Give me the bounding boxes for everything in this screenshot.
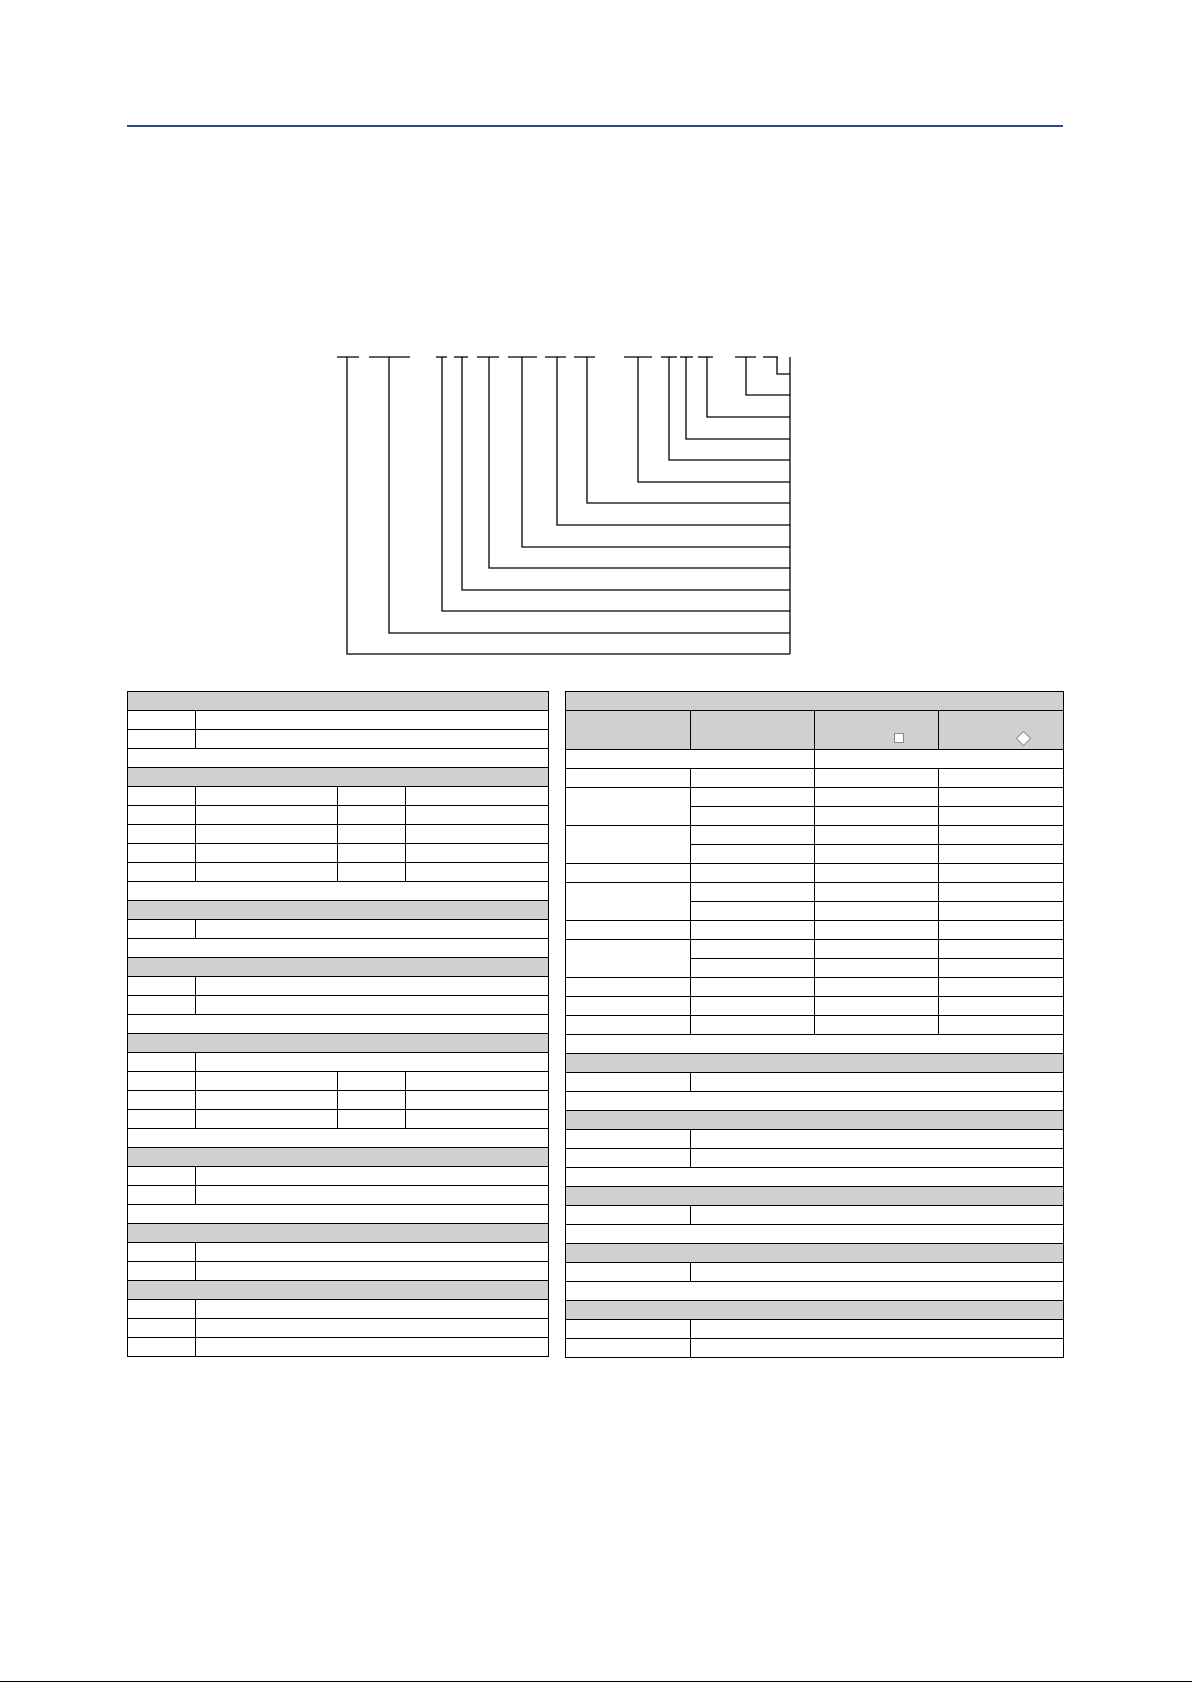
table-row [566,1149,1064,1168]
table-row [128,863,549,882]
code-leader-line [489,357,790,568]
table-row [128,1110,549,1129]
table-section-header [128,768,549,787]
table-row [128,730,549,749]
code-leader-line [686,357,790,439]
code-leader-line [347,357,790,654]
diamond-icon [1016,731,1032,747]
table-row [566,1206,1064,1225]
table-row [566,940,1064,959]
table-row [128,1300,549,1319]
table-note-row [128,1205,549,1224]
table-section-header [128,1034,549,1053]
table-row [566,1130,1064,1149]
header-rule [127,125,1063,127]
table-row [128,1319,549,1338]
code-leader-line [587,357,790,503]
table-section-header [128,1281,549,1300]
code-leader-line [389,357,790,633]
table-row [566,997,1064,1016]
table-row [566,826,1064,845]
table-row [566,883,1064,902]
table-section-header [128,692,549,711]
table-row [566,1073,1064,1092]
table-note-row [128,939,549,958]
table-note-row [566,1092,1064,1111]
code-leader-line [522,357,790,547]
table-row [128,806,549,825]
table-section-header [566,1187,1064,1206]
table-section-header [566,1054,1064,1073]
table-note-row [128,1015,549,1034]
table-row [128,1338,549,1357]
code-leader-line [442,357,790,611]
table-note-row [566,1282,1064,1301]
table-row [566,1263,1064,1282]
table-row [128,1091,549,1110]
code-leader-line [462,357,790,590]
footer-rule [0,1681,1192,1682]
table-note-row [566,1225,1064,1244]
table-section-header [566,1111,1064,1130]
table-note-row [566,1168,1064,1187]
left-spec-table [127,691,549,1357]
table-row [128,787,549,806]
table-row [566,788,1064,807]
table-row [128,977,549,996]
table-row [566,769,1064,788]
table-section-header [566,1244,1064,1263]
table-section-header [566,1301,1064,1320]
table-row [566,1320,1064,1339]
table-row [128,996,549,1015]
code-leader-line [746,357,790,395]
table-column-header [566,711,1064,750]
table-row [128,1053,549,1072]
right-spec-table [565,691,1064,1358]
table-row [128,844,549,863]
table-section-header [128,1224,549,1243]
table-row [128,920,549,939]
code-leader-line [669,357,790,460]
table-row [128,1243,549,1262]
table-row [566,978,1064,997]
table-row [566,864,1064,883]
table-row [128,711,549,730]
table-row [566,750,1064,769]
table-section-header [566,692,1064,711]
table-row [566,1016,1064,1035]
table-row [128,1072,549,1091]
table-row [128,1262,549,1281]
code-leader-line [557,357,790,525]
table-note-row [128,749,549,768]
table-section-header [128,1148,549,1167]
table-row [566,1339,1064,1358]
table-note-row [128,1129,549,1148]
table-row [128,1186,549,1205]
table-section-header [128,958,549,977]
table-note-row [128,882,549,901]
table-row [128,825,549,844]
square-icon [894,733,904,743]
code-leader-line [638,357,790,482]
table-note-row [566,1035,1064,1054]
table-section-header [128,901,549,920]
table-row [128,1167,549,1186]
code-leader-line [707,357,790,417]
table-row [566,921,1064,940]
code-leader-line [777,357,790,374]
